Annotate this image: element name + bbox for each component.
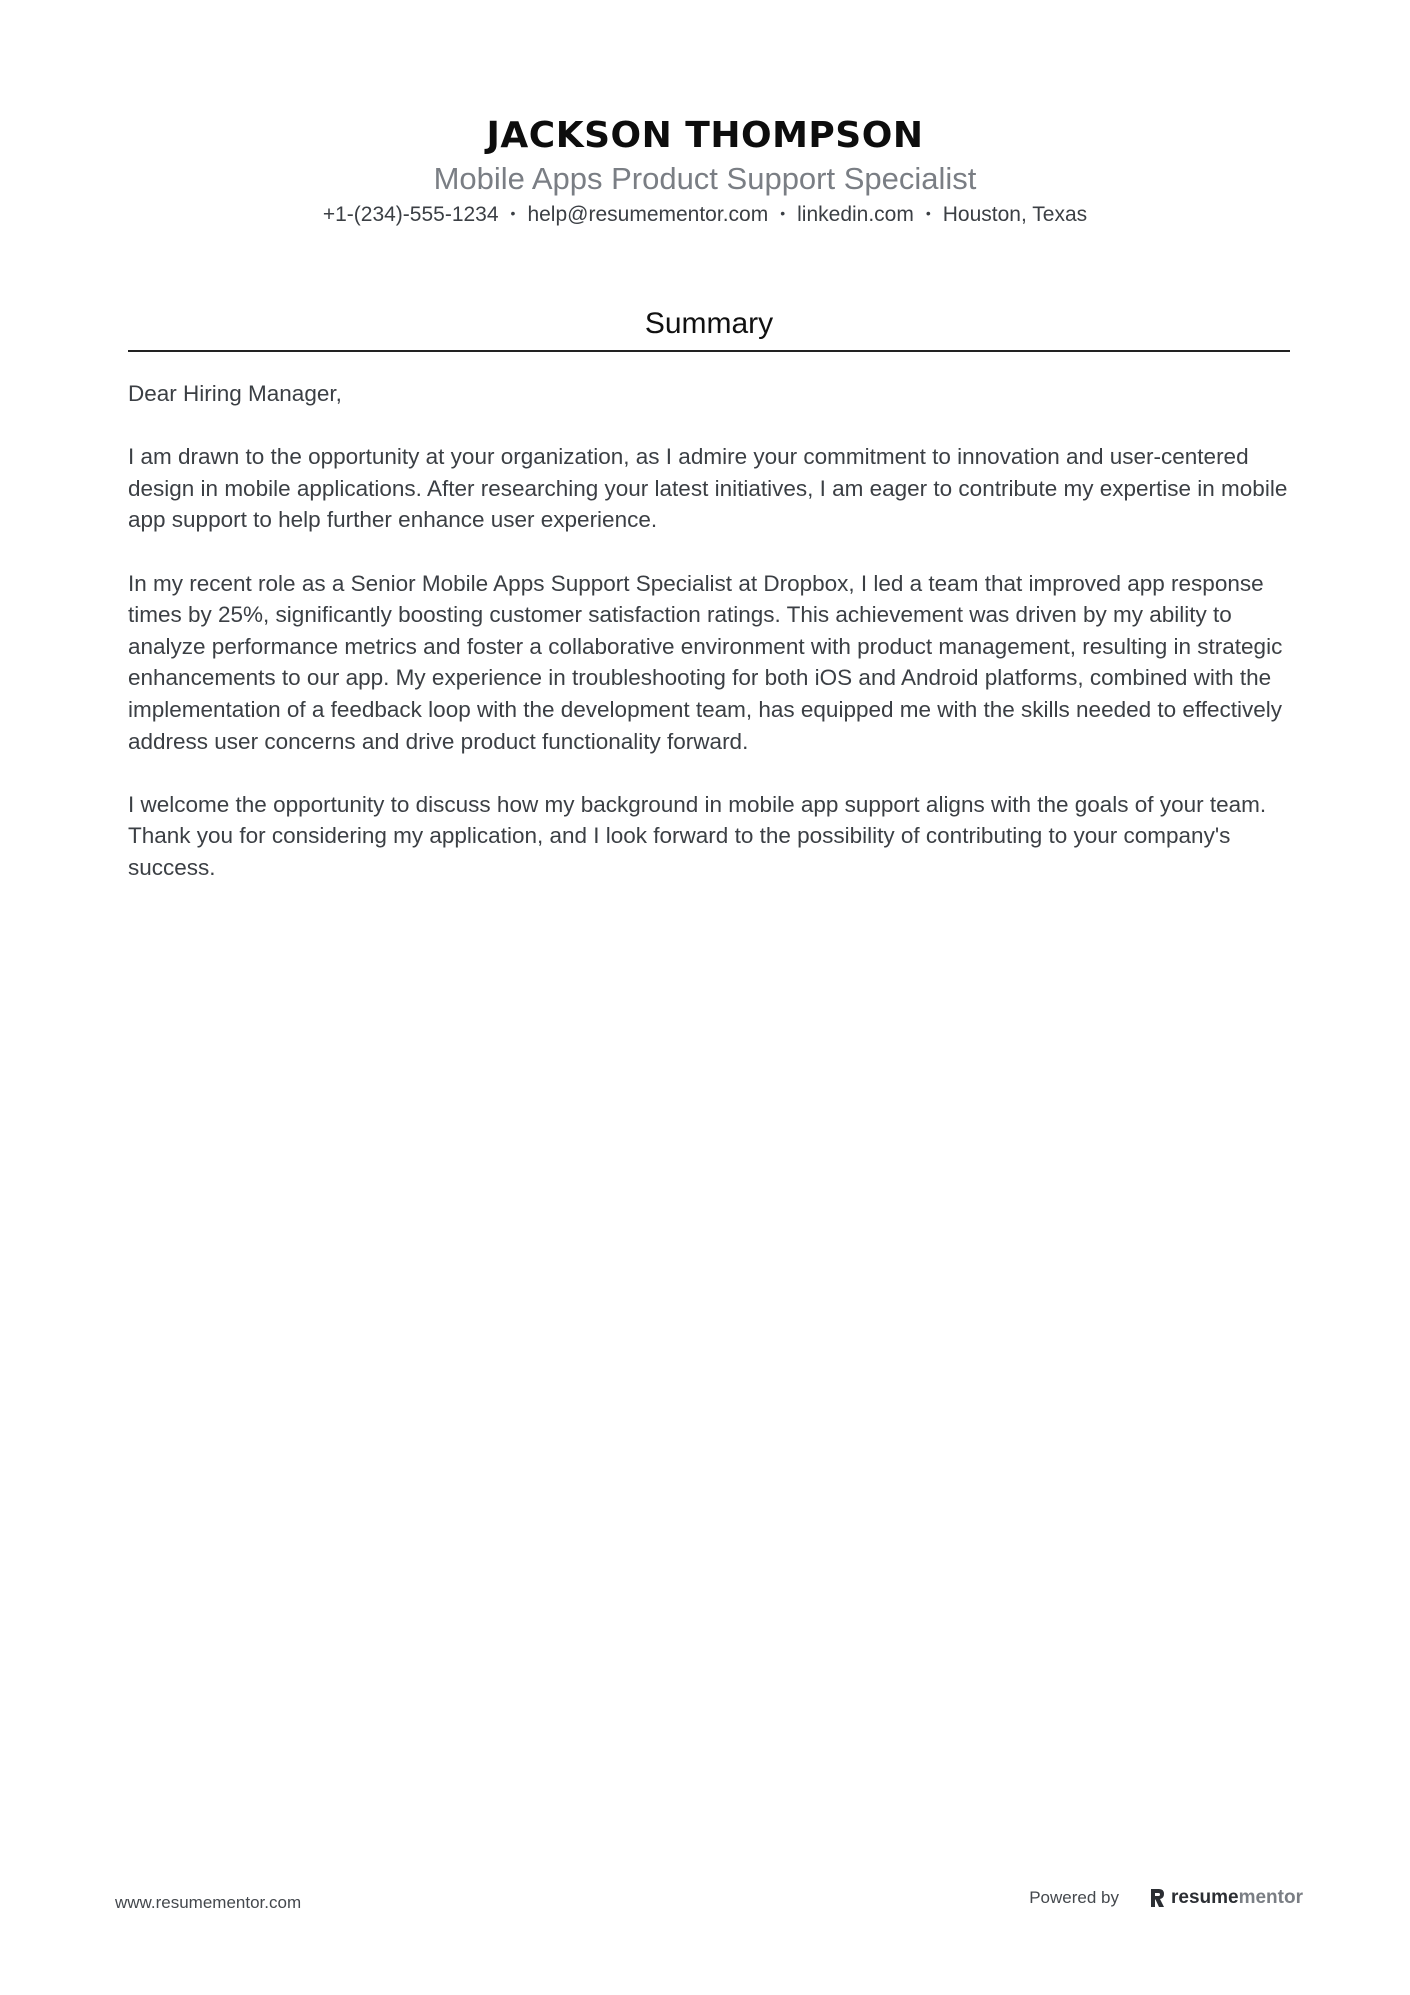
footer-branding	[1029, 1887, 1303, 1909]
linkedin-link: linkedin.com	[797, 203, 914, 226]
section-divider	[128, 350, 1290, 352]
job-title: Mobile Apps Product Support Specialist	[433, 161, 977, 196]
separator-dot: •	[780, 205, 786, 222]
contact-info	[0, 200, 1410, 230]
salutation: Dear Hiring Manager,	[128, 381, 342, 406]
phone-number: +1-(234)-555-1234	[322, 203, 499, 226]
resumementor-logo-icon	[1149, 1887, 1165, 1909]
candidate-name: JACKSON THOMPSON	[486, 115, 924, 156]
resume-header	[0, 112, 1410, 230]
footer-website: www.resumementor.com	[115, 1893, 302, 1912]
letter-paragraph: I welcome the opportunity to discuss how my background in mobile app support aligns with the goals of your team. Thank you for considering my application, and I look forward to the possibility of contributing to your company's success.	[128, 791, 1267, 880]
separator-dot: •	[925, 205, 931, 222]
brand-name-part2: mentor	[1238, 1887, 1303, 1908]
section-title-summary: Summary	[644, 307, 774, 340]
separator-dot: •	[510, 205, 516, 222]
letter-paragraph: In my recent role as a Senior Mobile Apps Support Specialist at Dropbox, I led a team that improved app response times by 25%, significantly boosting customer satisfaction ratings. This achievement was driven by my ability to analyze performance metrics and foster a collaborative environment with product management, resulting in strategic enhancements to our app. My experience in troubleshooting for both iOS and Android platforms, combined with the implementation of a feedback loop with the development team, has equipped me with the skills needed to effectively address user concerns and drive product functionality forward.	[128, 570, 1283, 754]
location: Houston, Texas	[942, 203, 1088, 226]
letter-paragraph: I am drawn to the opportunity at your organization, as I admire your commitment to innovation and user-centered design in mobile applications. After researching your latest initiatives, I am eager to contribute my expertise in mobile app support to help further enhance user experience.	[128, 444, 1288, 533]
brand-logo	[1149, 1887, 1303, 1909]
cover-letter-body	[128, 378, 1290, 915]
brand-name-part1: resume	[1170, 1887, 1239, 1908]
powered-by-label: Powered by	[1029, 1888, 1119, 1907]
email-address: help@resumementor.com	[527, 203, 769, 226]
